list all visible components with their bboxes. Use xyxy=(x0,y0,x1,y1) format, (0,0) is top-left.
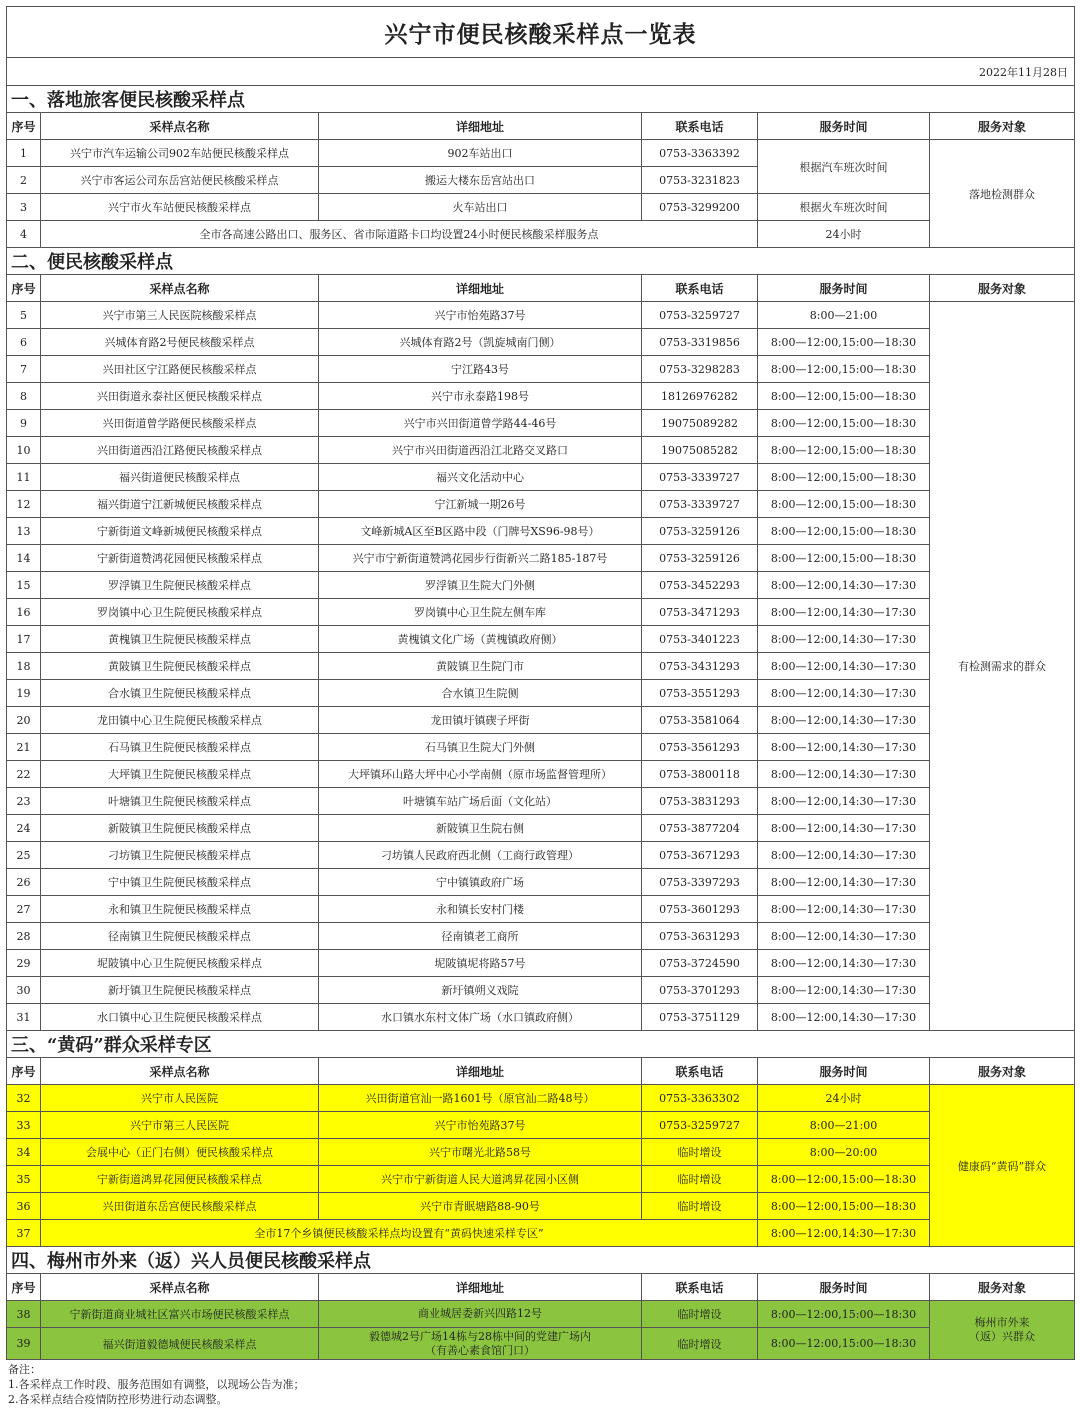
service-time-bus: 根据汽车班次时间 xyxy=(758,140,930,194)
table-row: 8 兴田街道永泰社区便民核酸采样点 兴宁市永泰路198号 18126976282 8:00—12:00,15:00—18:30 xyxy=(7,383,1075,410)
section-4-title: 四、梅州市外来（返）兴人员便民核酸采样点 xyxy=(7,1247,1075,1274)
table-header-2: 序号 采样点名称 详细地址 联系电话 服务时间 服务对象 xyxy=(7,275,1075,302)
table-row: 28 径南镇卫生院便民核酸采样点 径南镇老工商所 0753-3631293 8:00—12:00,14:30—17:30 xyxy=(7,923,1075,950)
table-row: 17 黄槐镇卫生院便民核酸采样点 黄槐镇文化广场（黄槐镇政府侧） 0753-3401223 8:00—12:00,14:30—17:30 xyxy=(7,626,1075,653)
table-row: 24 新陂镇卫生院便民核酸采样点 新陂镇卫生院右侧 0753-3877204 8:00—12:00,14:30—17:30 xyxy=(7,815,1075,842)
publish-date: 2022年11月28日 xyxy=(7,58,1075,86)
table-row: 6 兴城体育路2号便民核酸采样点 兴城体育路2号（凯旋城南门侧） 0753-3319856 8:00—12:00,15:00—18:30 xyxy=(7,329,1075,356)
page xyxy=(6,6,1074,1360)
table-row: 38 宁新街道商业城社区富兴市场便民核酸采样点 商业城居委新兴四路12号 临时增设 8:00—12:00,15:00—18:30 梅州市外来 （返）兴群众 xyxy=(7,1301,1075,1328)
table-row: 14 宁新街道赞鸿花园便民核酸采样点 兴宁市宁新街道赞鸿花园步行街新兴二路185-187号 0753-3259126 8:00—12:00,15:00—18:30 xyxy=(7,545,1075,572)
table-row: 25 刁坊镇卫生院便民核酸采样点 刁坊镇人民政府西北侧（工商行政管理） 0753-3671293 8:00—12:00,14:30—17:30 xyxy=(7,842,1075,869)
table-header-4: 序号 采样点名称 详细地址 联系电话 服务时间 服务对象 xyxy=(7,1274,1075,1301)
section-3-title: 三、“黄码”群众采样专区 xyxy=(7,1031,1075,1058)
table-row: 32 兴宁市人民医院 兴田街道官汕一路1601号（原官汕二路48号） 0753-3363302 24小时 健康码“黄码”群众 xyxy=(7,1085,1075,1112)
table-row: 34 会展中心（正门右侧）便民核酸采样点 兴宁市曙光北路58号 临时增设 8:00—20:00 xyxy=(7,1139,1075,1166)
section-1-title: 一、落地旅客便民核酸采样点 xyxy=(7,86,1075,113)
table-row: 13 宁新街道文峰新城便民核酸采样点 文峰新城A区至B区路中段（门牌号XS96-98号） 0753-3259126 8:00—12:00,15:00—18:30 xyxy=(7,518,1075,545)
table-row: 20 龙田镇中心卫生院便民核酸采样点 龙田镇圩镇碶子坪街 0753-3581064 8:00—12:00,14:30—17:30 xyxy=(7,707,1075,734)
section-2-title: 二、便民核酸采样点 xyxy=(7,248,1075,275)
table-row: 11 福兴街道便民核酸采样点 福兴文化活动中心 0753-3339727 8:00—12:00,15:00—18:30 xyxy=(7,464,1075,491)
table-header-3: 序号 采样点名称 详细地址 联系电话 服务时间 服务对象 xyxy=(7,1058,1075,1085)
sampling-sites-table xyxy=(6,6,1075,1360)
table-row: 22 大坪镇卫生院便民核酸采样点 大坪镇环山路大坪中心小学南侧（原市场监督管理所） 0753-3800118 8:00—12:00,14:30—17:30 xyxy=(7,761,1075,788)
table-row: 3 兴宁市火车站便民核酸采样点 火车站出口 0753-3299200 根据火车班次时间 xyxy=(7,194,1075,221)
page-title: 兴宁市便民核酸采样点一览表 xyxy=(7,7,1075,58)
table-row: 12 福兴街道宁江新城便民核酸采样点 宁江新城一期26号 0753-3339727 8:00—12:00,15:00—18:30 xyxy=(7,491,1075,518)
table-row: 27 永和镇卫生院便民核酸采样点 永和镇长安村门楼 0753-3601293 8:00—12:00,14:30—17:30 xyxy=(7,896,1075,923)
table-row: 23 叶塘镇卫生院便民核酸采样点 叶塘镇车站广场后面（文化站） 0753-3831293 8:00—12:00,14:30—17:30 xyxy=(7,788,1075,815)
table-row: 39 福兴街道毅德城便民核酸采样点 毅德城2号广场14栋与28栋中间的党建广场内 （有善心素食馆门口） 临时增设 8:00—12:00,15:00—18:30 xyxy=(7,1328,1075,1360)
table-row: 2 兴宁市客运公司东岳宫站便民核酸采样点 搬运大楼东岳宫站出口 0753-3231823 xyxy=(7,167,1075,194)
table-row: 26 宁中镇卫生院便民核酸采样点 宁中镇镇政府广场 0753-3397293 8:00—12:00,14:30—17:30 xyxy=(7,869,1075,896)
table-row: 4 全市各高速公路出口、服务区、省市际道路卡口均设置24小时便民核酸采样服务点 24小时 xyxy=(7,221,1075,248)
service-target-2: 有检测需求的群众 xyxy=(930,302,1075,1031)
table-row: 1 兴宁市汽车运输公司902车站便民核酸采样点 902车站出口 0753-3363392 根据汽车班次时间 落地检测群众 xyxy=(7,140,1075,167)
notes: 备注： 1.各采样点工作时段、服务范围如有调整，以现场公告为准； 2.各采样点结合疫情防控形势进行动态调整。 xyxy=(8,1363,305,1406)
service-target-3: 健康码“黄码”群众 xyxy=(930,1085,1075,1247)
service-target-1: 落地检测群众 xyxy=(930,140,1075,248)
table-row: 36 兴田街道东岳宫便民核酸采样点 兴宁市青眠塘路88-90号 临时增设 8:00—12:00,15:00—18:30 xyxy=(7,1193,1075,1220)
table-row: 16 罗岗镇中心卫生院便民核酸采样点 罗岗镇中心卫生院左侧车库 0753-3471293 8:00—12:00,14:30—17:30 xyxy=(7,599,1075,626)
table-row: 15 罗浮镇卫生院便民核酸采样点 罗浮镇卫生院大门外侧 0753-3452293 8:00—12:00,14:30—17:30 xyxy=(7,572,1075,599)
table-row: 18 黄陂镇卫生院便民核酸采样点 黄陂镇卫生院门市 0753-3431293 8:00—12:00,14:30—17:30 xyxy=(7,653,1075,680)
table-row: 35 宁新街道鸿昇花园便民核酸采样点 兴宁市宁新街道人民大道鸿昇花园小区侧 临时增设 8:00—12:00,15:00—18:30 xyxy=(7,1166,1075,1193)
table-header-1: 序号 采样点名称 详细地址 联系电话 服务时间 服务对象 xyxy=(7,113,1075,140)
table-row: 10 兴田街道西沿江路便民核酸采样点 兴宁市兴田街道西沿江北路交叉路口 19075085282 8:00—12:00,15:00—18:30 xyxy=(7,437,1075,464)
table-row: 7 兴田社区宁江路便民核酸采样点 宁江路43号 0753-3298283 8:00—12:00,15:00—18:30 xyxy=(7,356,1075,383)
table-row: 31 水口镇中心卫生院便民核酸采样点 水口镇水东村文体广场（水口镇政府侧） 0753-3751129 8:00—12:00,14:30—17:30 xyxy=(7,1004,1075,1031)
table-row: 30 新圩镇卫生院便民核酸采样点 新圩镇朔义戏院 0753-3701293 8:00—12:00,14:30—17:30 xyxy=(7,977,1075,1004)
table-row: 37 全市17个乡镇便民核酸采样点均设置有“黄码快速采样专区” 8:00—12:00,14:30—17:30 xyxy=(7,1220,1075,1247)
service-time-train: 根据火车班次时间 xyxy=(758,194,930,221)
table-row: 29 坭陂镇中心卫生院便民核酸采样点 坭陂镇坭将路57号 0753-3724590 8:00—12:00,14:30—17:30 xyxy=(7,950,1075,977)
table-row: 21 石马镇卫生院便民核酸采样点 石马镇卫生院大门外侧 0753-3561293 8:00—12:00,14:30—17:30 xyxy=(7,734,1075,761)
table-row: 5 兴宁市第三人民医院核酸采样点 兴宁市怡苑路37号 0753-3259727 8:00—21:00 有检测需求的群众 xyxy=(7,302,1075,329)
service-target-4: 梅州市外来 （返）兴群众 xyxy=(930,1301,1075,1360)
table-row: 33 兴宁市第三人民医院 兴宁市怡苑路37号 0753-3259727 8:00—21:00 xyxy=(7,1112,1075,1139)
table-row: 19 合水镇卫生院便民核酸采样点 合水镇卫生院侧 0753-3551293 8:00—12:00,14:30—17:30 xyxy=(7,680,1075,707)
table-row: 9 兴田街道曾学路便民核酸采样点 兴宁市兴田街道曾学路44-46号 19075089282 8:00—12:00,15:00—18:30 xyxy=(7,410,1075,437)
